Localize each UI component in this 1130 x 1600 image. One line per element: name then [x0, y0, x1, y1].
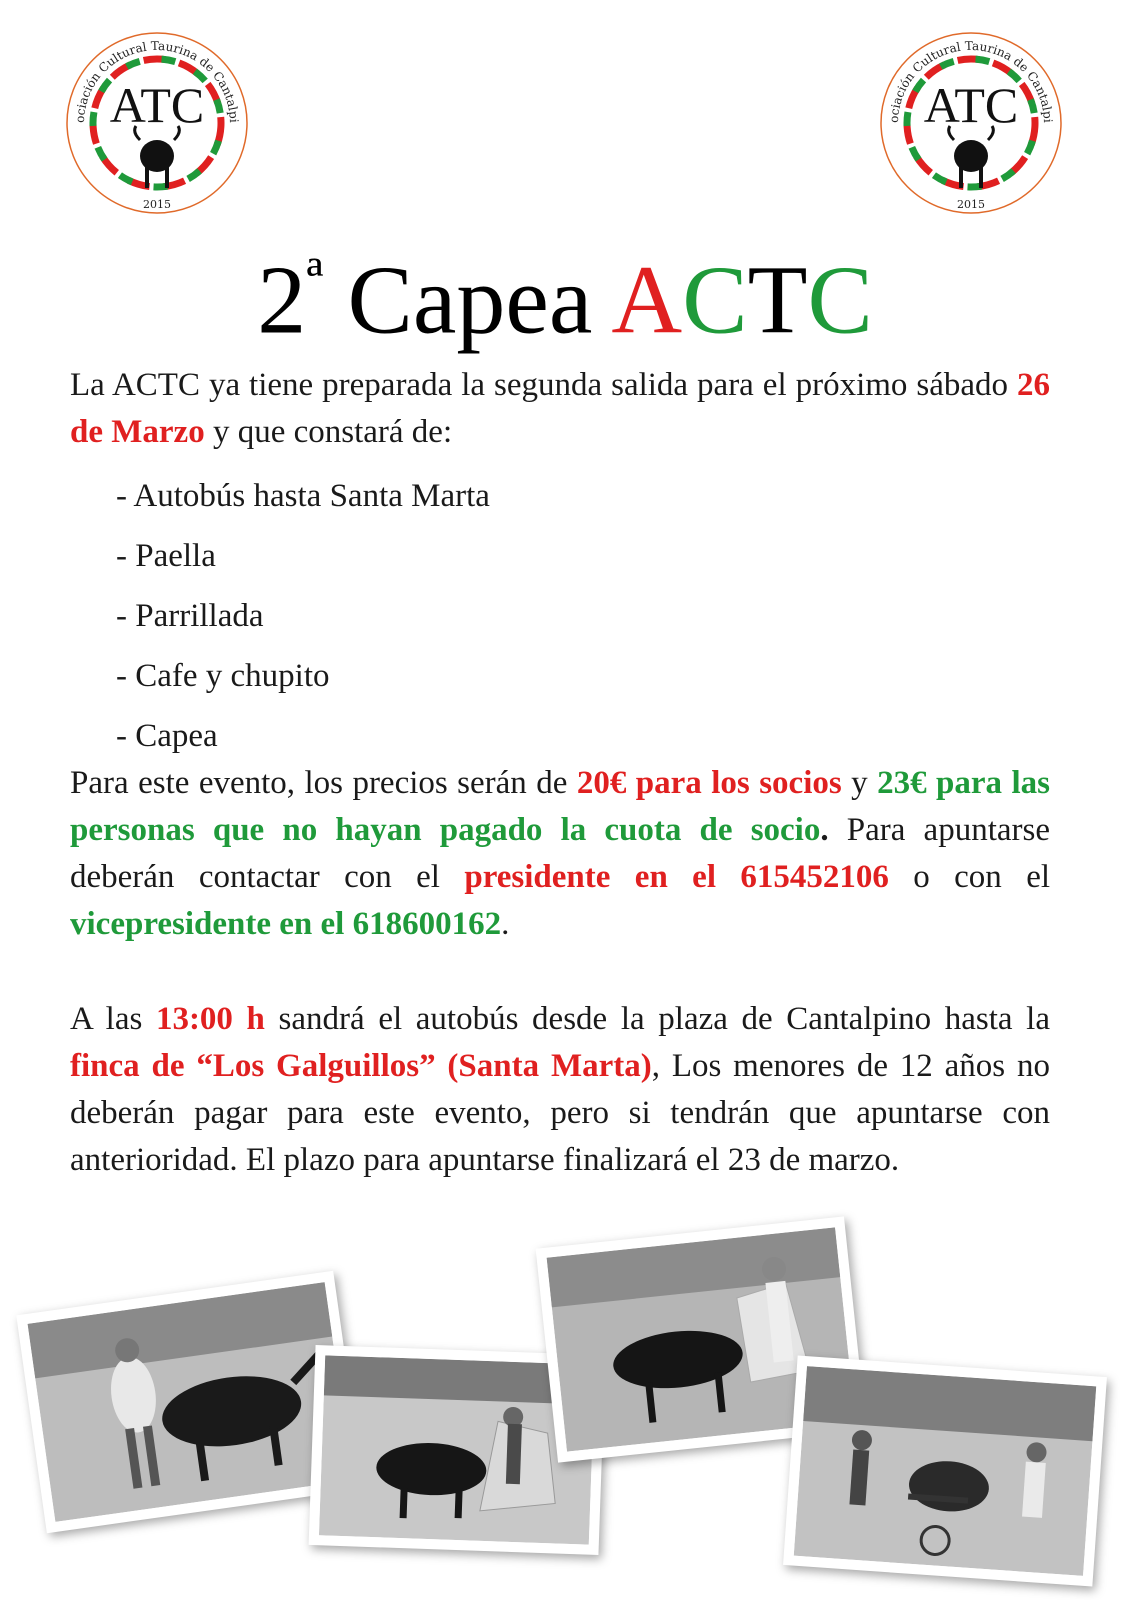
prices-dot: . — [820, 812, 829, 848]
prices-text-4: o con el — [888, 859, 1051, 895]
svg-text:2015: 2015 — [143, 198, 171, 211]
prices-text-3: Para apuntarse deberán contactar con el — [70, 812, 1050, 895]
contact-vicepresidente: vicepresidente en el 618600162 — [70, 906, 502, 942]
price-no-socios: 23€ para las personas que no hayan pagado la cuota de socio — [70, 765, 1051, 848]
list-item: - Parrillada — [116, 598, 264, 634]
svg-text:ATC: ATC — [923, 77, 1019, 133]
prices-text-2: y — [841, 765, 878, 801]
schedule-text-1: A las — [70, 1001, 156, 1037]
list-item: - Cafe y chupito — [116, 658, 330, 694]
list-item: - Capea — [116, 718, 218, 754]
intro-text-1: La ACTC ya tiene preparada la segunda salida para el próximo sábado — [70, 367, 1017, 403]
logo-emblem — [62, 28, 252, 218]
title-letter-c1: C — [682, 246, 748, 355]
departure-time: 13:00 h — [155, 1001, 265, 1037]
event-date: 26 de Marzo — [70, 367, 1050, 450]
schedule-text-3: , Los menores de 12 años no deberán pagar para este evento, pero si tendrán que apuntarse con anterioridad. El plazo para apuntarse finalizará el 23 de marzo. — [70, 1048, 1050, 1178]
contact-presidente: presidente en el 615452106 — [464, 859, 889, 895]
destination-place: finca de “Los Galguillos” (Santa Marta) — [70, 1048, 652, 1084]
list-item: - Autobús hasta Santa Marta — [116, 478, 490, 514]
prices-text-1: Para este evento, los precios serán de — [70, 765, 577, 801]
intro-paragraph — [70, 362, 1050, 456]
svg-text:Asociación Cultural Taurina de: ociación Cultural Taurina de Cantalpi — [72, 38, 242, 124]
page-title — [0, 220, 1130, 360]
svg-text:Asociación Cultural Taurina de: ociación Cultural Taurina de Cantalpi — [886, 38, 1056, 124]
title-word: Capea — [322, 246, 612, 355]
photo-capea-4 — [783, 1355, 1107, 1586]
price-socios: 20€ para los socios — [576, 765, 842, 801]
actc-logo-left — [62, 28, 252, 218]
prices-text-5: . — [501, 906, 510, 942]
schedule-paragraph — [70, 996, 1050, 1184]
title-letter-c2: C — [807, 246, 873, 355]
title-number: 2 — [257, 246, 307, 355]
actc-logo-right — [876, 28, 1066, 218]
title-letter-a: A — [611, 246, 683, 355]
prices-paragraph — [70, 760, 1050, 948]
title-ordinal: ª — [306, 246, 323, 313]
schedule-text-2: sandrá el autobús desde la plaza de Cantalpino hasta la — [264, 1001, 1050, 1037]
intro-text-2: y que constará de: — [204, 414, 453, 450]
list-item: - Paella — [116, 538, 216, 574]
svg-text:2015: 2015 — [957, 198, 985, 211]
title-letter-t: T — [747, 246, 808, 355]
svg-text:ATC: ATC — [109, 77, 205, 133]
event-items-list — [116, 466, 490, 766]
logo-emblem — [876, 28, 1066, 218]
